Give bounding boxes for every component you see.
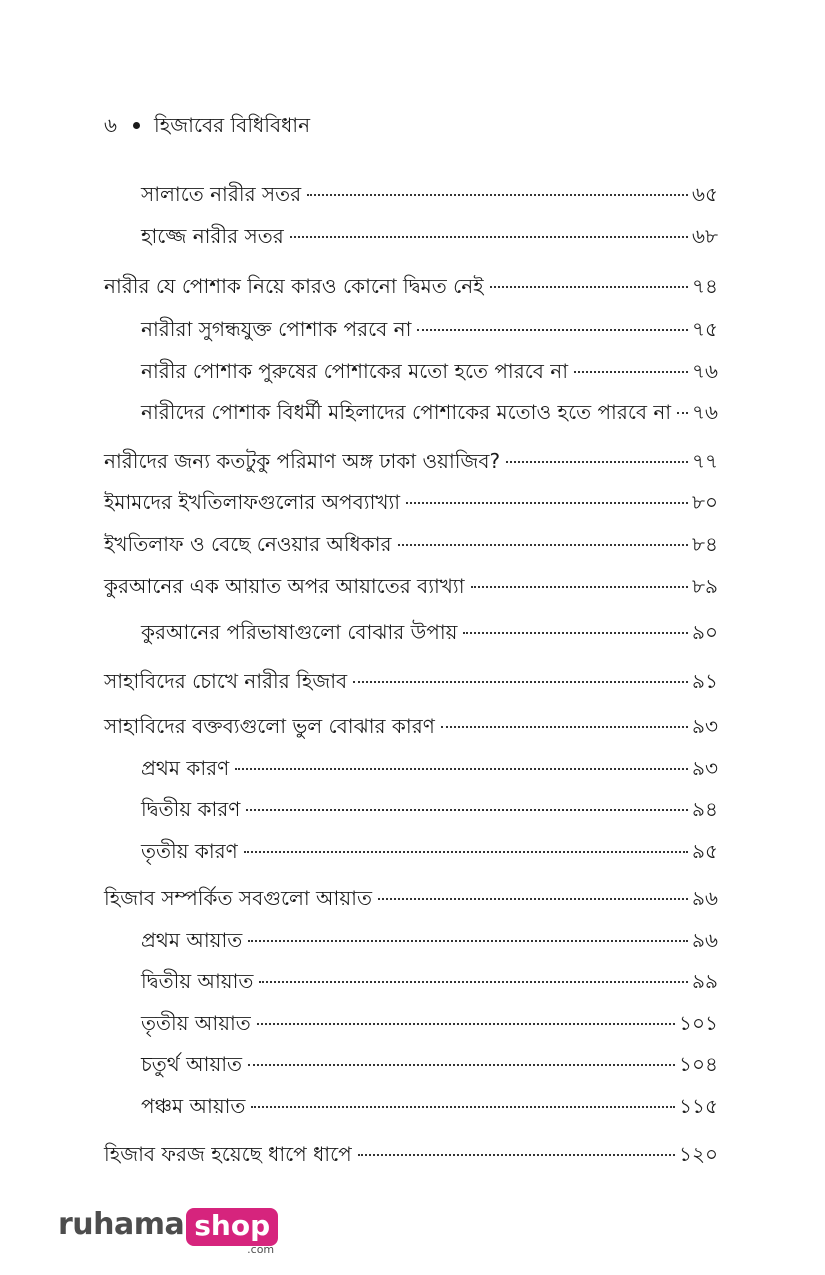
toc-entry-page: ৬৮ xyxy=(692,224,718,248)
toc-entry-title: ইখতিলাফ ও বেছে নেওয়ার অধিকার xyxy=(104,532,392,556)
toc-entry-page: ৯০ xyxy=(692,620,718,644)
dot-leader xyxy=(463,632,688,634)
toc-entry-page: ১০১ xyxy=(679,1011,718,1035)
toc-entry[interactable] xyxy=(141,837,718,865)
logo-domain-text: .com xyxy=(247,1243,275,1256)
toc-entry-title: কুরআনের পরিভাষাগুলো বোঝার উপায় xyxy=(141,620,458,644)
toc-entry[interactable] xyxy=(141,795,718,823)
toc-entry-page: ৭৬ xyxy=(691,400,718,424)
dot-leader xyxy=(290,236,688,238)
toc-entry-title: চতুর্থ আয়াত xyxy=(141,1052,243,1076)
dot-leader xyxy=(358,1154,675,1156)
toc-entry-page: ৮০ xyxy=(692,490,718,514)
dot-leader xyxy=(378,898,688,900)
logo-wordmark: ruhama xyxy=(58,1207,185,1242)
toc-entry-page: ৮৪ xyxy=(692,532,718,556)
toc-entry[interactable] xyxy=(141,398,718,426)
logo-shop-text: shop xyxy=(186,1208,278,1246)
dot-leader xyxy=(246,809,688,811)
toc-entry-title: ইমামদের ইখতিলাফগুলোর অপব্যাখ্যা xyxy=(104,490,401,514)
toc-entry-page: ৭৬ xyxy=(691,359,718,383)
toc-entry-title: নারীদের জন্য কতটুকু পরিমাণ অঙ্গ ঢাকা ওয়াজিব? xyxy=(104,449,501,473)
dot-leader xyxy=(244,851,688,853)
toc-entry[interactable] xyxy=(141,315,718,343)
toc-entry-page: ৬৫ xyxy=(692,182,718,206)
ruhamashop-logo xyxy=(58,1207,278,1256)
toc-entry-title: দ্বিতীয় আয়াত xyxy=(141,969,254,993)
toc-entry[interactable] xyxy=(104,667,718,695)
toc-entry-title: তৃতীয় আয়াত xyxy=(141,1011,251,1035)
bullet-separator xyxy=(133,122,140,129)
toc-entry-title: হিজাব সম্পর্কিত সবগুলো আয়াত xyxy=(104,886,372,910)
toc-entry[interactable] xyxy=(141,967,718,995)
toc-entry[interactable] xyxy=(104,530,718,558)
toc-entry[interactable] xyxy=(104,272,718,300)
toc-entry-title: প্রথম আয়াত xyxy=(141,928,243,952)
toc-entry-page: ৮৯ xyxy=(692,574,718,598)
dot-leader xyxy=(506,461,688,463)
dot-leader xyxy=(248,940,688,942)
toc-entry-page: ১১৫ xyxy=(679,1094,718,1118)
dot-leader xyxy=(257,1023,675,1025)
toc-entry-page: ৯৩ xyxy=(692,756,718,780)
toc-entry-title: হাজ্জে নারীর সতর xyxy=(141,224,284,248)
dot-leader xyxy=(235,768,688,770)
toc-entry[interactable] xyxy=(141,1092,718,1120)
toc-entry-title: কুরআনের এক আয়াত অপর আয়াতের ব্যাখ্যা xyxy=(104,574,465,598)
toc-entry-page: ৭৫ xyxy=(692,317,718,341)
dot-leader xyxy=(574,371,688,373)
logo-shop-badge xyxy=(186,1208,278,1256)
toc-entry[interactable] xyxy=(104,1140,718,1168)
toc-entry-title: নারীর যে পোশাক নিয়ে কারও কোনো দ্বিমত নেই xyxy=(104,274,484,298)
toc-entry-title: হিজাব ফরজ হয়েছে ধাপে ধাপে xyxy=(104,1142,352,1166)
book-title: হিজাবের বিধিবিধান xyxy=(154,113,311,137)
running-header xyxy=(104,111,310,139)
dot-leader xyxy=(259,981,688,983)
toc-entry[interactable] xyxy=(104,572,718,600)
toc-entry[interactable] xyxy=(104,712,718,740)
toc-entry-title: নারীর পোশাক পুরুষের পোশাকের মতো হতে পারবে না xyxy=(141,359,568,383)
toc-entry-page: ৯৪ xyxy=(692,797,718,821)
dot-leader xyxy=(398,544,688,546)
toc-entry[interactable] xyxy=(104,447,718,475)
toc-entry-title: সাহাবিদের বক্তব্যগুলো ভুল বোঝার কারণ xyxy=(104,714,435,738)
toc-entry[interactable] xyxy=(141,926,718,954)
toc-entry-title: প্রথম কারণ xyxy=(141,756,230,780)
toc-entry[interactable] xyxy=(141,180,718,208)
toc-entry[interactable] xyxy=(141,1009,718,1037)
toc-entry-page: ১২০ xyxy=(679,1142,718,1166)
dot-leader xyxy=(248,1064,675,1066)
dot-leader xyxy=(353,681,688,683)
dot-leader xyxy=(251,1106,675,1108)
toc-entry-page: ৭৭ xyxy=(691,449,718,473)
dot-leader xyxy=(677,412,688,414)
toc-entry-page: ৯৩ xyxy=(692,714,718,738)
toc-entry-title: সাহাবিদের চোখে নারীর হিজাব xyxy=(104,669,348,693)
toc-entry-page: ৯৬ xyxy=(692,928,718,952)
toc-entry-page: ৯১ xyxy=(692,669,718,693)
toc-entry-title: নারীরা সুগন্ধযুক্ত পোশাক পরবে না xyxy=(141,317,412,341)
toc-entry-title: নারীদের পোশাক বিধর্মী মহিলাদের পোশাকের মতোও হতে পারবে না xyxy=(141,400,672,424)
dot-leader xyxy=(406,502,688,504)
dot-leader xyxy=(307,194,688,196)
toc-entry-page: ৯৫ xyxy=(692,839,718,863)
toc-entry-title: দ্বিতীয় কারণ xyxy=(141,797,241,821)
toc-entry-page: ৯৯ xyxy=(692,969,718,993)
toc-entry[interactable] xyxy=(141,618,718,646)
dot-leader xyxy=(441,726,688,728)
dot-leader xyxy=(417,329,688,331)
dot-leader xyxy=(471,586,689,588)
toc-entry-page: ৭৪ xyxy=(692,274,718,298)
toc-entry[interactable] xyxy=(104,884,718,912)
toc-entry[interactable] xyxy=(141,357,718,385)
toc-entry[interactable] xyxy=(141,1050,718,1078)
toc-entry-title: সালাতে নারীর সতর xyxy=(141,182,302,206)
toc-entry-title: পঞ্চম আয়াত xyxy=(141,1094,246,1118)
toc-entry[interactable] xyxy=(141,222,718,250)
page-number: ৬ xyxy=(104,113,118,137)
toc-entry-page: ৯৬ xyxy=(692,886,718,910)
toc-entry-title: তৃতীয় কারণ xyxy=(141,839,238,863)
dot-leader xyxy=(490,286,688,288)
toc-entry[interactable] xyxy=(141,754,718,782)
toc-entry[interactable] xyxy=(104,488,718,516)
toc-entry-page: ১০৪ xyxy=(679,1052,718,1076)
